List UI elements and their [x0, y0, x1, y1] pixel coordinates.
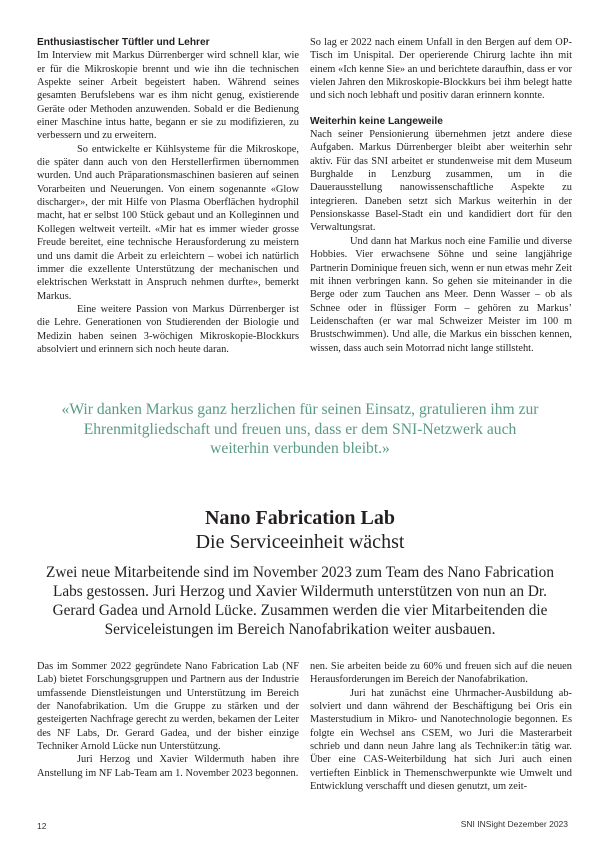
- article-column-2: [310, 36, 572, 355]
- section-heading-langeweile: Weiterhin keine Langeweile: [310, 115, 443, 127]
- paragraph: Juri hat zunächst eine Uhrmacher-Ausbildung absolviert und dann während der Beschäftigung bei Oris ein Masterstudium in Mikro- und Nanotechnologie begonnen. Es folgte ein Wechsel ans CSEM, wo Juri die Masterarbeit schrieb und dann neun Jahre lang als Techniker:in tätig war. Über eine CAS-Weiterbildung hat sich Juri auch einen vertieften Einblick in Themenschwerpunkte wie Umwelt und Entwicklung verschafft und diesen genutzt, um zeit-: [310, 687, 572, 793]
- paragraph: Nach seiner Pensionierung übernehmen jetzt andere diese Aufgaben. Markus Dürrenberger bleibt aber weiterhin sehr aktiv. Für das SNI arbeitet er stundenweise mit dem Museum Burghalde in Lenzburg zusammen, um in die Dauerausstellung nanowissenschaftliche Aspekte zu integrieren. Daneben setzt sich Markus weiterhin in der Pensionskasse Basel-Stadt ein und kandidiert dort für den Verwaltungsrat.: [310, 129, 572, 234]
- article-title: Nano Fabrication Lab: [204, 507, 396, 529]
- paragraph: So lag er 2022 nach einem Unfall in den Bergen auf dem OP-Tisch im Unispital. Der operierende Chirurg lachte ihn mit einem «Ich kenne Sie» an und berichtete daraufhin, dass er vor vielen Jahren den Mikroskopie-Blockkurs bei ihm belegt hatte und sich noch lebhaft und positiv daran erinnern konnte.: [310, 37, 572, 102]
- article-title-block: [0, 506, 600, 554]
- paragraph: nen. Sie arbeiten beide zu 60% und freuen sich auf die neuen Herausforderungen im Bereich der Nanofabrikation.: [310, 661, 572, 686]
- paragraph: Das im Sommer 2022 gegründete Nano Fabrication Lab (NF Lab) bietet Forschungsgruppen und Partnern aus der Industrie umfassende Dienstleistungen und Unterstützung im Bereich der Nanofabrikation. Um die Gruppe zu stärken und der gesteigerten Nachfrage gerecht zu werden, bekamen der Leiter des NF Labs, Dr. Gerard Gadea, und der bisher einzige Techniker Arnold Lücke nun Unterstützung.: [37, 661, 299, 753]
- page-number: 12: [37, 821, 47, 831]
- paragraph: Im Interview mit Markus Dürrenberger wird schnell klar, wie er für die Mikroskopie brennt und wie ihn die technischen Aspekte seiner Arbeit begeistert haben. Während seines gesamten Berufslebens war es ihm nicht genug, existierende Geräte oder Methoden anzuwenden. Sobald er die Bedienung einer Maschine intus hatte, begann er sie zu modifizieren, zu verbessern und zu erweitern.: [37, 50, 299, 142]
- paragraph: Eine weitere Passion von Markus Dürrenberger ist die Lehre. Generationen von Studierenden der Biologie und Medizin haben seinen 3-wöchigen Mikroskopie-Blockkurs absolviert und erinnern sich noch heute daran.: [37, 303, 299, 355]
- publication-footer: SNI INSight Dezember 2023: [460, 819, 568, 829]
- article-column-1: [37, 36, 299, 356]
- article-column-4: [310, 660, 572, 793]
- pull-quote: «Wir danken Markus ganz herzlichen für seinen Einsatz, gratulieren ihm zur Ehrenmitgliedschaft und freuen uns, dass er dem SNI-Netzwerk auch weiterhin verbunden bleibt.»: [61, 401, 539, 457]
- article-column-3: [37, 660, 299, 780]
- paragraph: Und dann hat Markus noch eine Familie und diverse Hobbies. Vier erwachsene Söhne und seine langjährige Partnerin Dominique freuen sich, wenn er nun etwas mehr Zeit mit ihnen verbringen kann. So gehen sie miteinander in die Berge oder zum Tauchen ans Meer. Denn Wasser – ob als Schnee oder in flüssiger Form – gehören zu Markus’ Leidenschaften (er war mal Schweizer Meister im 100 m Brustschwimmen). Und alle, die Markus ein bisschen kennen, wissen, dass auch sein Motorrad nicht lange stillsteht.: [310, 235, 572, 354]
- article-lead: Zwei neue Mitarbeitende sind im November 2023 zum Team des Nano Fabrication Labs gestossen. Juri Herzog und Xavier Wildermuth unterstützen von nun an Dr. Gerard Gadea und Arnold Lücke. Zusammen werden die vier Mitarbeitenden die Serviceleistungen im Bereich Nanofabrikation weiter ausbauen.: [46, 564, 554, 638]
- paragraph: So entwickelte er Kühlsysteme für die Mikroskope, die später dann auch von den Herstellerfirmen übernommen wurden. Und auch Präparationsmaschinen basieren auf seinen Vorarbeiten und Neuerungen. Von einem sogenannte «Glow discharger», der mit Hilfe von Plasma Oberflächen hydrophil macht, hat er selbst 100 Stück gebaut und an Kolleginnen und Kollegen weltweit verteilt. «Mir hat es immer wieder grosse Freude bereitet, eine technische Herausforderung zu meistern und uns damit die Arbeit zu erleichtern – wobei ich natürlich immer die exzellente Unterstützung der mechanischen und elektrischen Werkstatt in Anspruch nehmen durfte», bemerkt Markus.: [37, 143, 299, 302]
- paragraph: Juri Herzog und Xavier Wildermuth haben ihre Anstellung im NF Lab-Team am 1. November 2023 begonnen.: [37, 754, 299, 779]
- section-heading-tueftler: Enthusiastischer Tüftler und Lehrer: [37, 37, 210, 48]
- article-subtitle: Die Serviceeinheit wächst: [195, 531, 405, 553]
